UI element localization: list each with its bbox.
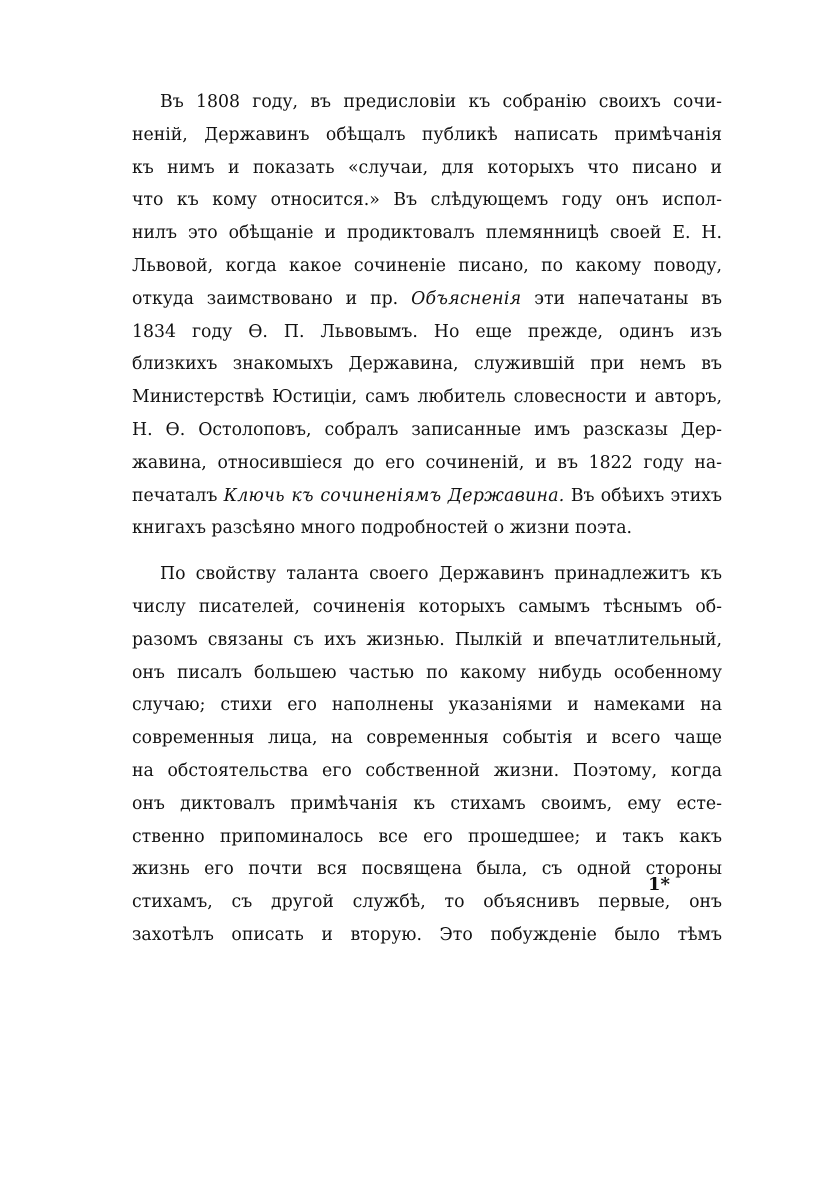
text-line: неній, Державинъ обѣщалъ публикѣ написать примѣчанія	[132, 124, 722, 145]
text-line: что къ кому относится.» Въ слѣдующемъ году онъ испол-	[132, 190, 722, 211]
text-line: Н. Ѳ. Остолоповъ, собралъ записанные имъ разсказы Дер-	[132, 419, 722, 440]
text-run: откуда заимствовано и пр.	[132, 288, 412, 309]
text-line: на обстоятельства его собственной жизни. Поэтому, когда	[132, 760, 722, 781]
text-line: Въ 1808 году, въ предисловіи къ собранію своихъ сочи-	[160, 92, 722, 112]
text-line: Львовой, когда какое сочиненіе писано, по какому поводу,	[132, 255, 722, 276]
page-text	[132, 86, 722, 952]
italic-title: Ключь къ сочиненіямъ Державина.	[223, 485, 565, 506]
text-line: жавина, относившіеся до его сочиненій, и въ 1822 году на-	[132, 452, 722, 473]
italic-title: Объясненія	[411, 288, 522, 309]
text-line	[132, 283, 722, 316]
text-line: числу писателей, сочиненія которыхъ самымъ тѣснымъ об-	[132, 596, 722, 617]
signature-mark: 1*	[648, 874, 670, 895]
paragraph-1	[132, 86, 722, 545]
text-line: ственно припоминалось все его прошедшее; и такъ какъ	[132, 826, 722, 847]
text-line: жизнь его почти вся посвящена была, съ одной стороны	[132, 859, 722, 880]
text-line: случаю; стихи его наполнены указаніями и намеками на	[132, 695, 722, 716]
text-line	[132, 480, 722, 513]
text-line: По свойству таланта своего Державинъ принадлежитъ къ	[160, 564, 722, 585]
text-line: близкихъ знакомыхъ Державина, служившій при немъ въ	[132, 354, 722, 375]
text-run: эти напечатаны въ	[521, 288, 723, 309]
text-line: книгахъ разсѣяно много подробностей о жизни поэта.	[132, 518, 633, 539]
text-run: печаталъ	[132, 485, 224, 506]
text-line: 1834 году Ѳ. П. Львовымъ. Но еще прежде, одинъ изъ	[132, 321, 722, 342]
text-line: стихамъ, съ другой службѣ, то объяснивъ первые, онъ	[132, 892, 722, 913]
text-line: нилъ это обѣщаніе и продиктовалъ племянницѣ своей Е. Н.	[132, 223, 722, 244]
text-run: Въ обѣихъ этихъ	[564, 485, 722, 506]
text-line: онъ писалъ большею частью по какому нибудь особенному	[132, 662, 722, 683]
text-line: современныя лица, на современныя событія и всего чаще	[132, 728, 722, 749]
text-line: къ нимъ и показать «случаи, для которыхъ что писано и	[132, 157, 722, 178]
text-line: Министерствѣ Юстиціи, самъ любитель словесности и авторъ,	[132, 387, 722, 408]
paragraph-gap	[132, 545, 722, 558]
text-line: захотѣлъ описать и вторую. Это побужденіе было тѣмъ	[132, 924, 722, 945]
text-line: разомъ связаны съ ихъ жизнью. Пылкій и впечатлительный,	[132, 629, 722, 650]
paragraph-2	[132, 558, 722, 952]
text-line: онъ диктовалъ примѣчанія къ стихамъ своимъ, ему есте-	[132, 793, 722, 814]
